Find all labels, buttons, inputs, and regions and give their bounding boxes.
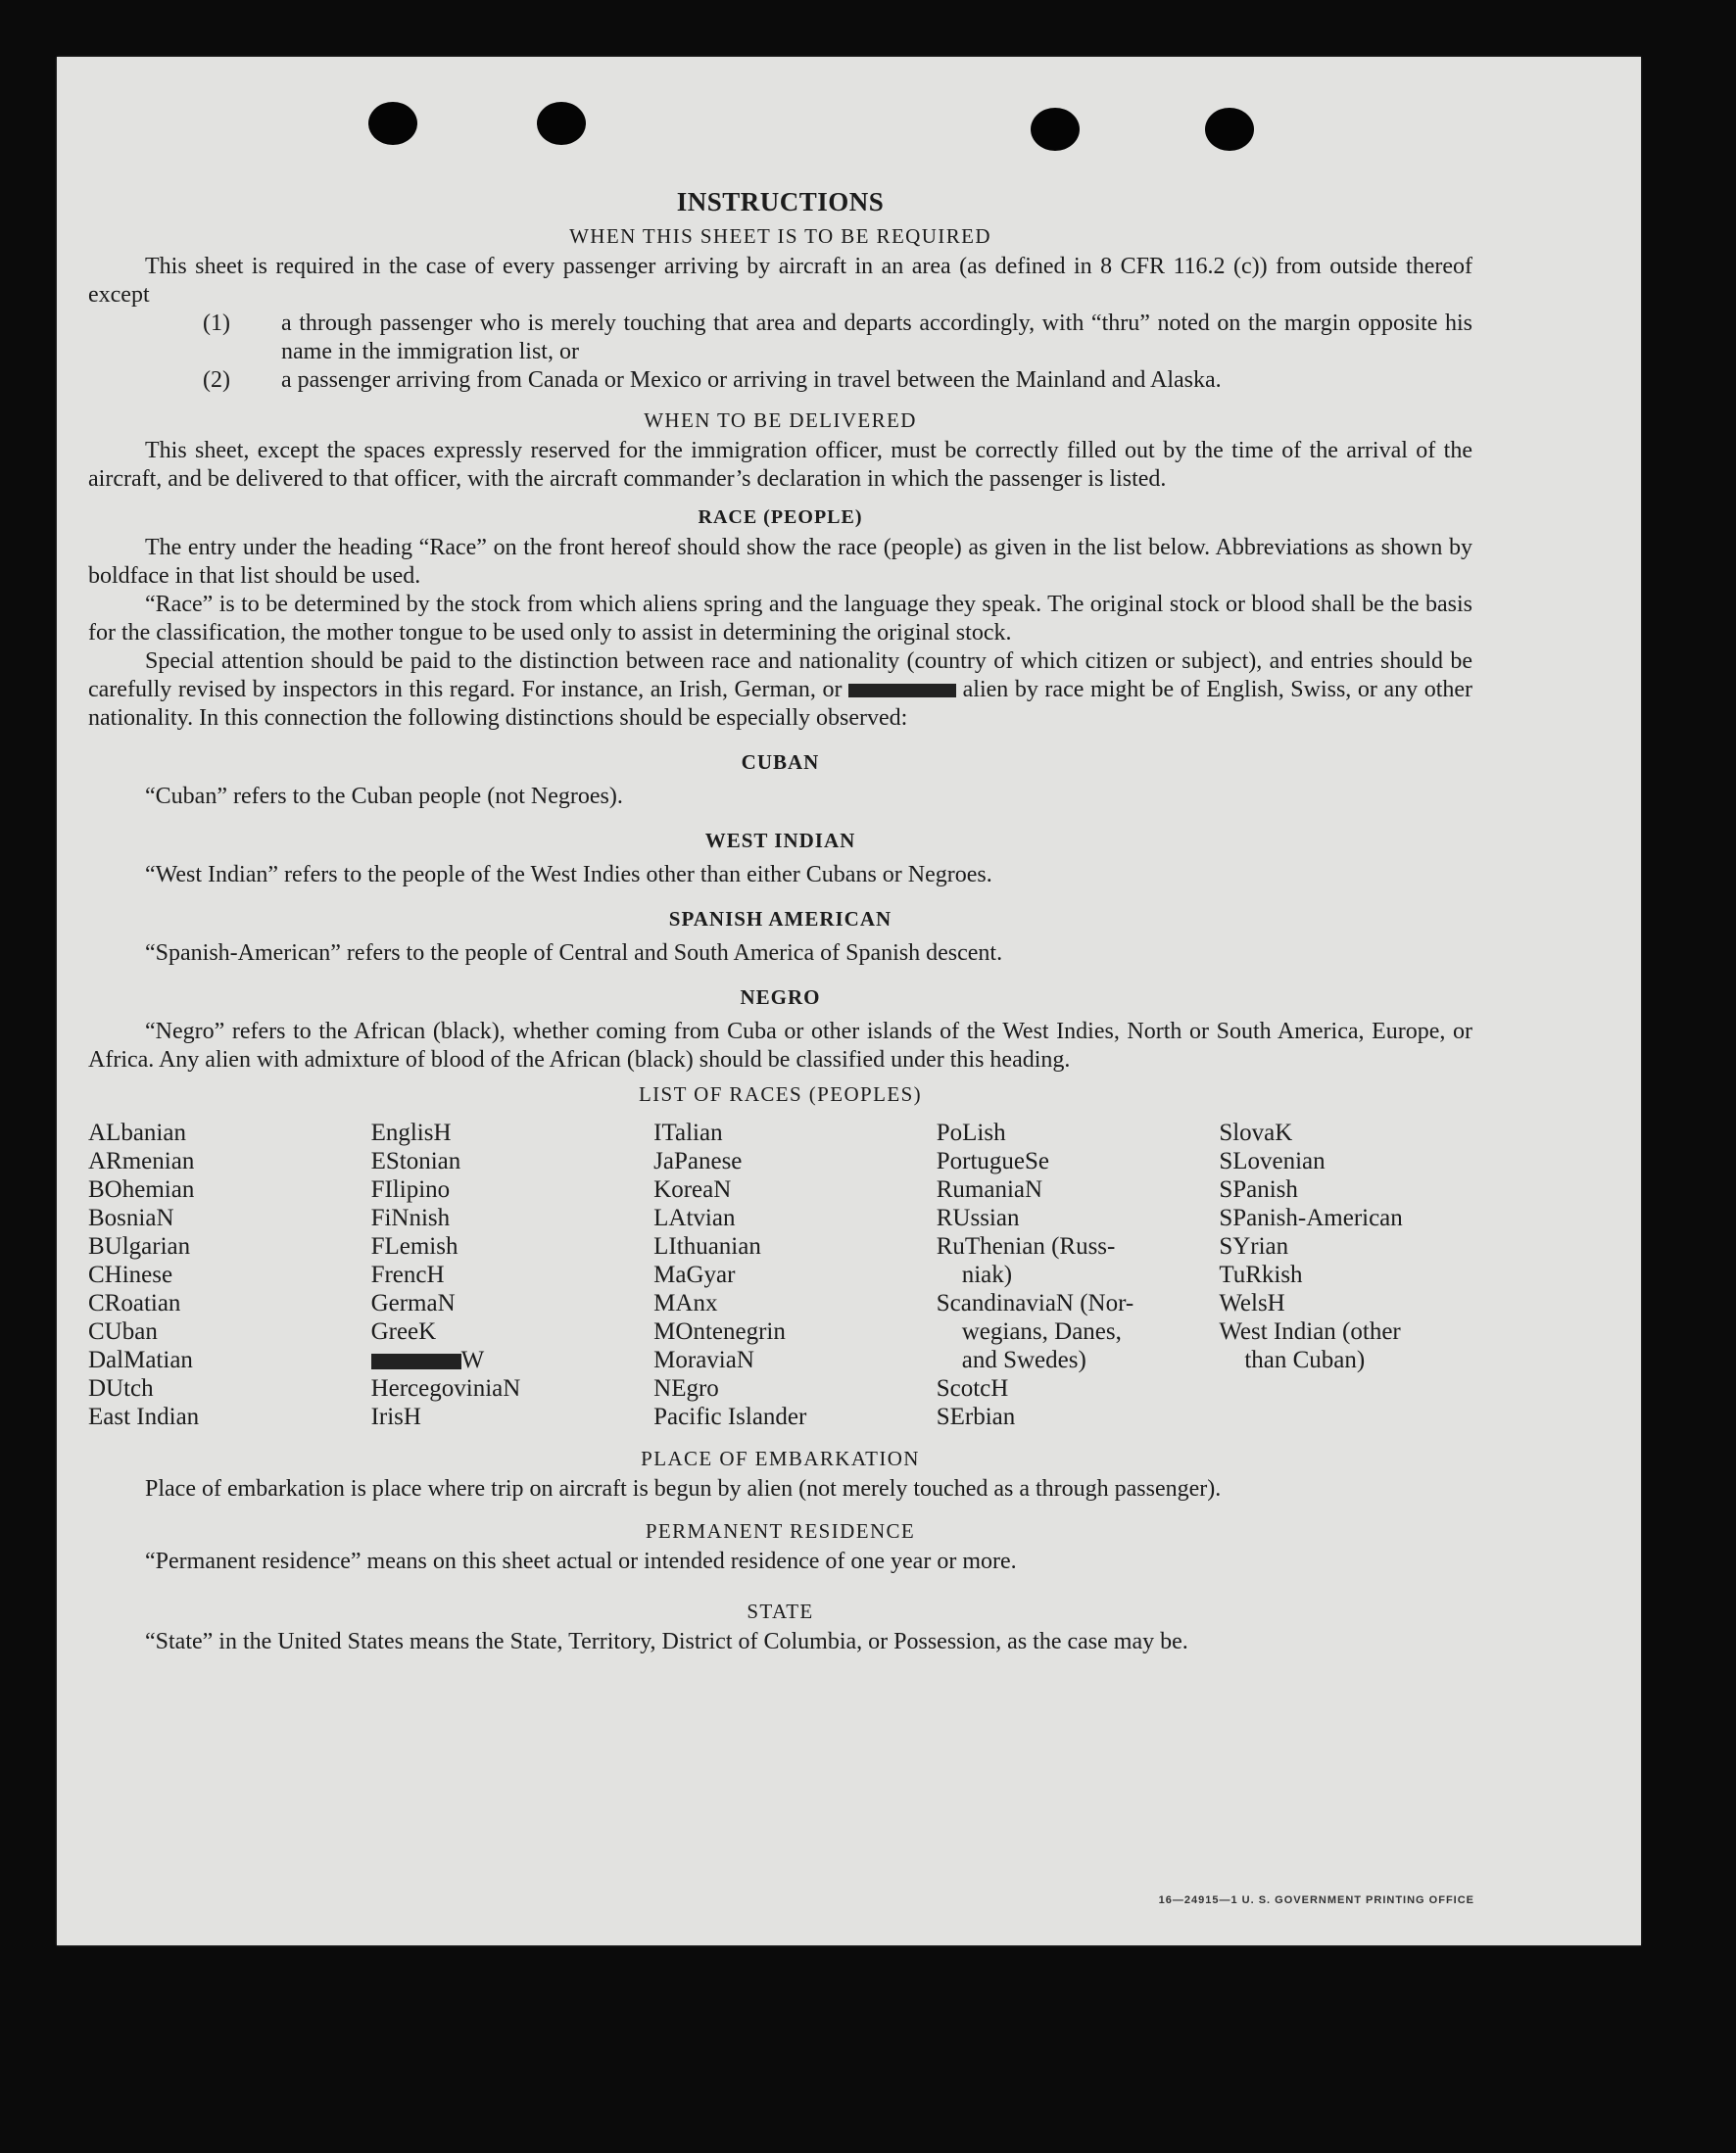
race-item: PortugueSe (936, 1148, 1050, 1174)
exception-item (88, 310, 1472, 366)
race-item: MaGyar (653, 1262, 736, 1288)
section-heading: STATE (747, 1600, 814, 1623)
race-item-suffix: W (460, 1347, 485, 1373)
document-sheet (57, 57, 1641, 1945)
race-item: WelsH (1219, 1290, 1285, 1316)
paragraph: “Negro” refers to the African (black), whether coming from Cuba or other islands of the West Indies, North or South America, Europe, or Africa. Any alien with admixture of blood of the African (black) should be classified under this heading. (88, 1019, 1472, 1073)
race-item: GermaN (370, 1290, 456, 1316)
paragraph: This sheet, except the spaces expressly reserved for the immigration officer, must be correctly filled out by the time of the arrival of the aircraft, and be delivered to that officer, with the aircraft commander’s declaration in which the passenger is listed. (88, 438, 1472, 492)
paragraph: This sheet is required in the case of every passenger arriving by aircraft in an area (as defined in 8 CFR 116.2 (c)) from outside thereof except (88, 254, 1472, 308)
exception-text: a passenger arriving from Canada or Mexico or arriving in travel between the Mainland and Alaska. (281, 367, 1222, 393)
race-column (371, 1119, 654, 1431)
paragraph: “Spanish-American” refers to the people of Central and South America of Spanish descent. (145, 940, 1003, 966)
paragraph (88, 647, 1472, 733)
race-item: BOhemian (88, 1176, 195, 1203)
paragraph-text: alien by race might be of English, Swiss, or any other nationality. In this connection the following distinctions should be especially observed: (88, 677, 1473, 731)
race-item: LIthuanian (653, 1233, 761, 1260)
section-heading: WHEN THIS SHEET IS TO BE REQUIRED (569, 224, 991, 248)
race-item: CHinese (88, 1262, 173, 1288)
race-item-continued: than Cuban) (1244, 1347, 1366, 1373)
race-item: ScotcH (936, 1375, 1009, 1402)
instructions-content (88, 127, 1472, 1656)
race-item: NEgro (653, 1375, 719, 1402)
race-item: LAtvian (653, 1205, 736, 1231)
race-item: RuThenian (Russ- (936, 1233, 1116, 1260)
race-item: East Indian (88, 1404, 200, 1430)
exception-item (88, 366, 1472, 395)
race-item: FiNnish (370, 1205, 451, 1231)
section-heading: PLACE OF EMBARKATION (641, 1447, 920, 1470)
race-item: IrisH (370, 1404, 421, 1430)
race-list (88, 1119, 1472, 1431)
race-item: ARmenian (88, 1148, 195, 1174)
race-item: SErbian (936, 1404, 1016, 1430)
race-item (371, 1346, 654, 1374)
race-column (1219, 1119, 1472, 1431)
race-item-continued: niak) (961, 1262, 1013, 1288)
race-item: Pacific Islander (653, 1404, 807, 1430)
paragraph-text: Special attention should be paid to the distinction between race and nationality (country of which citizen or subject), and entries should be carefully revised by inspectors in this regard. For instance, an Irish, German, or (88, 648, 1472, 702)
race-item: EStonian (370, 1148, 461, 1174)
section-heading: WHEN TO BE DELIVERED (644, 408, 917, 432)
race-item: PoLish (936, 1120, 1006, 1146)
race-item: RumaniaN (936, 1176, 1043, 1203)
paragraph: “West Indian” refers to the people of the West Indies other than either Cubans or Negroes. (145, 862, 992, 887)
paragraph: “Permanent residence” means on this sheet actual or intended residence of one year or more. (145, 1549, 1017, 1574)
race-item: KoreaN (653, 1176, 732, 1203)
race-item: HercegoviniaN (370, 1375, 521, 1402)
race-item: RUssian (936, 1205, 1020, 1231)
section-heading: RACE (PEOPLE) (698, 506, 863, 528)
exception-text: a through passenger who is merely touching that area and departs accordingly, with “thru” noted on the margin opposite his name in the immigration list, or (281, 311, 1472, 364)
paragraph: “Cuban” refers to the Cuban people (not Negroes). (145, 784, 623, 809)
paragraph: “State” in the United States means the State, Territory, District of Columbia, or Possession, as the case may be. (145, 1629, 1188, 1654)
race-item: JaPanese (653, 1148, 743, 1174)
race-item: ITalian (653, 1120, 723, 1146)
race-item: West Indian (other (1219, 1318, 1401, 1345)
race-item: SPanish (1219, 1176, 1298, 1203)
race-item: CRoatian (88, 1290, 181, 1316)
exception-number: (2) (203, 367, 230, 393)
section-heading: PERMANENT RESIDENCE (645, 1519, 916, 1543)
race-item: FLemish (370, 1233, 458, 1260)
section-heading: SPANISH AMERICAN (668, 907, 892, 931)
race-item: EnglisH (370, 1120, 452, 1146)
section-heading: WEST INDIAN (704, 829, 856, 852)
race-item: FIlipino (370, 1176, 451, 1203)
race-item: BUlgarian (88, 1233, 191, 1260)
paragraph: “Race” is to be determined by the stock from which aliens spring and the language they speak. The original stock or blood shall be the basis for the classification, the mother tongue to be used only to assist in determining the original stock. (88, 592, 1472, 646)
printing-office-code: 16—24915—1 U. S. GOVERNMENT PRINTING OFFICE (1158, 1894, 1474, 1906)
race-item: GreeK (370, 1318, 437, 1345)
race-item: SPanish-American (1219, 1205, 1403, 1231)
race-item-continued: wegians, Danes, (961, 1318, 1122, 1345)
redaction-mark (371, 1354, 461, 1369)
race-item: SYrian (1219, 1233, 1289, 1260)
paragraph: The entry under the heading “Race” on the front hereof should show the race (people) as given in the list below. Abbreviations as shown by boldface in that list should be used. (88, 535, 1472, 589)
race-column (88, 1119, 371, 1431)
page-title: INSTRUCTIONS (676, 187, 885, 216)
race-item-continued: and Swedes) (961, 1347, 1086, 1373)
redaction-mark (848, 684, 956, 697)
section-heading: CUBAN (741, 750, 820, 774)
race-item: SLovenian (1219, 1148, 1326, 1174)
race-column (653, 1119, 937, 1431)
race-item: DalMatian (88, 1347, 193, 1373)
race-item: SlovaK (1219, 1120, 1293, 1146)
race-item: MOntenegrin (653, 1318, 786, 1345)
race-item: CUban (88, 1318, 158, 1345)
race-item: FrencH (370, 1262, 445, 1288)
race-column (937, 1119, 1220, 1431)
race-item: DUtch (88, 1375, 154, 1402)
race-item: ALbanian (88, 1120, 186, 1146)
race-item: TuRkish (1219, 1262, 1303, 1288)
race-item: ScandinaviaN (Nor- (936, 1290, 1134, 1316)
race-item: BosniaN (88, 1205, 174, 1231)
paragraph: Place of embarkation is place where trip on aircraft is begun by alien (not merely touched as a through passenger). (145, 1476, 1222, 1502)
exception-number: (1) (203, 311, 230, 336)
section-heading: NEGRO (740, 985, 821, 1009)
section-heading: LIST OF RACES (PEOPLES) (638, 1082, 923, 1106)
race-item: MoraviaN (653, 1347, 754, 1373)
race-item: MAnx (653, 1290, 718, 1316)
